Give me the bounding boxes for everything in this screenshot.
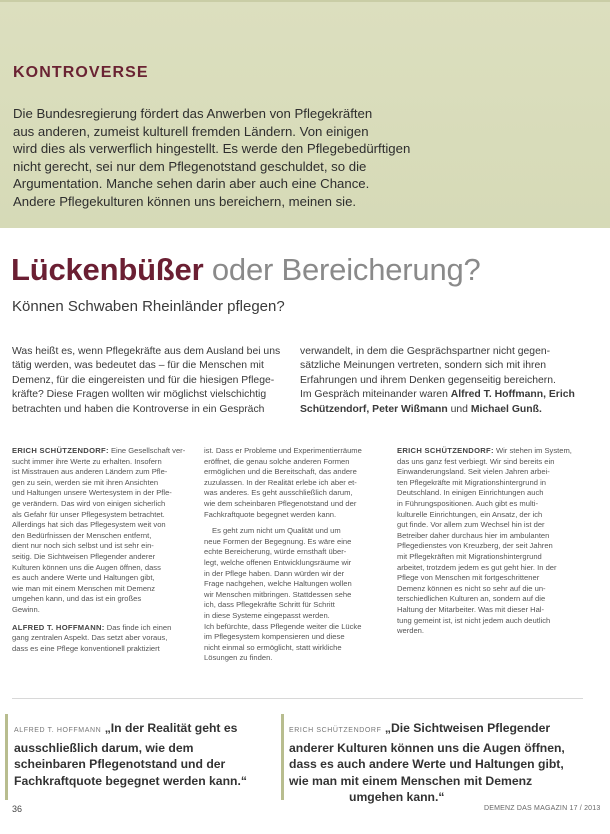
intro-line: Andere Pflegekulturen können uns bereichern, meinen sie. xyxy=(13,193,357,209)
speaker-name: ERICH SCHÜTZENDORF: xyxy=(397,446,494,455)
lead-right xyxy=(300,345,592,417)
column-line: wir Menschen mitbringen. Stattdessen sehe xyxy=(204,589,352,599)
intro-box-topline xyxy=(0,0,610,2)
column-line: gut finde. Vor allem zum Wechsel hin ist der xyxy=(397,520,545,530)
column-line: was anderes. Es geht ausschließlich darum, xyxy=(204,488,353,498)
column-line: zuzulassen. In der Realität erlebe ich aber et- xyxy=(204,477,357,487)
column-line: ermöglichen und die Bereitschaft, das andere xyxy=(204,467,357,477)
intro-line: wird dies als verwerflich hingestellt. Es werde den Pflegebedürftigen xyxy=(13,141,411,156)
column-line: Kulturen können uns die Augen öffnen, dass xyxy=(12,562,161,572)
column-line: umgehen kann, und das ist ein großes xyxy=(12,594,142,604)
column-line: ist Misstrauen aus anderen Ländern zum Pfle- xyxy=(12,467,168,477)
column-line: es auch andere Werte und Haltungen gibt, xyxy=(12,573,155,583)
column-text: Wir stehen im System, xyxy=(495,446,572,455)
column-line: das uns ganz fest verbiegt. Wir sind bereits ein xyxy=(397,456,555,466)
column-line: sucht immer ihre Werte zu erhalten. Insofern xyxy=(12,456,162,466)
lead-line: kräfte? Diese Fragen wollten wir möglichst vielschichtig xyxy=(12,389,267,401)
column-line: seitig. Die Sichtweisen Pflegender anderer xyxy=(12,551,156,561)
column-line: als Gefahr für unser Pflegesystem betrachtet. xyxy=(12,509,165,519)
column-line xyxy=(12,623,194,634)
quote-text: „In der Realität geht es xyxy=(104,721,238,735)
quote-bar xyxy=(5,714,8,800)
column-line: Einwanderungsland. Seit vielen Jahren arbei- xyxy=(397,467,550,477)
quote-line: ausschließlich darum, wie dem xyxy=(14,740,194,755)
column-line: Pflege von Menschen mit fortgeschrittener xyxy=(397,573,540,583)
column-line: dass es eine Pflege konventionell praktiziert xyxy=(12,643,160,653)
divider xyxy=(12,698,583,699)
column-line: ge verändern. Das wird von einigen sicherlich xyxy=(12,498,166,508)
column-line: ich, dass Pflegekräfte Schritt für Schritt xyxy=(204,600,335,610)
column-line: in Führungspositionen. Auch gibt es multi- xyxy=(397,498,538,508)
quote-author: ALFRED T. HOFFMANN xyxy=(14,727,102,734)
column-line: Betreiber daher durchaus hier im ambulanten xyxy=(397,530,550,540)
intro-line: Die Bundesregierung fördert das Anwerben von Pflegekräften xyxy=(13,106,373,121)
quote-line: umgehen kann.“ xyxy=(349,790,445,804)
intro-line: aus anderen, zumeist kulturell fremden Ländern. Von einigen xyxy=(13,123,369,139)
column-line: gang zentralen Aspekt. Das setzt aber voraus, xyxy=(12,633,168,643)
page-footer: DEMENZ DAS MAGAZIN 17 / 2013 xyxy=(484,805,601,812)
quote-line: scheinbaren Pflegenotstand und der xyxy=(14,757,226,771)
column-line: und Haltungen unsere Wertesystem in der Pfle- xyxy=(12,488,172,498)
lead-line-names xyxy=(300,388,592,402)
page-number: 36 xyxy=(12,804,23,814)
body-column-2 xyxy=(204,446,386,664)
column-line: terschiedlichen Kulturen an, sondern auf die xyxy=(397,594,546,604)
column-line: nicht einmal so ermöglicht, statt wirkliche xyxy=(204,642,342,652)
participant-names: Alfred T. Hoffmann, Erich xyxy=(450,389,575,401)
column-line: kulturelle Einrichtungen, ein Ansatz, der ich xyxy=(397,509,543,519)
column-line: Fachkraftquote begegnet werden kann. xyxy=(204,509,337,519)
column-line: Allerdings hat sich das Pflegesystem weit von xyxy=(12,520,166,530)
column-line: arbeitet, trotzdem jedem es gut geht hier. In der xyxy=(397,562,557,572)
column-line: in diese Systeme eingepasst werden. xyxy=(204,610,330,620)
lead-line: tätig werden, was bedeutet das – für die Menschen mit xyxy=(12,360,264,372)
body-column-1 xyxy=(12,446,194,654)
column-line: gen zu sein, werden sie mit ihren Ansichten xyxy=(12,477,159,487)
column-line: im Pflegesystem kompensieren und diese xyxy=(204,632,345,642)
body-column-3 xyxy=(397,446,581,637)
column-line: ten Pflegekräfte mit Migrationshintergrund in xyxy=(397,477,546,487)
column-line: Ich befürchte, dass Pflegende weiter die Lücke xyxy=(204,621,362,631)
column-line: in der Pflege haben. Dann würden wir der xyxy=(204,568,345,578)
column-line: eröffnet, die genau solche anderen Formen xyxy=(204,456,350,466)
subheadline: Können Schwaben Rheinländer pflegen? xyxy=(12,298,285,315)
column-line: Haltung der Mitarbeiter. Was mit dieser Hal- xyxy=(397,604,545,614)
column-line: mit Pflegekräften mit Migrationshintergrund xyxy=(397,551,542,561)
lead-line-text: Im Gespräch miteinander waren xyxy=(300,389,448,401)
column-line: Gewinn. xyxy=(12,604,40,614)
quote-line xyxy=(14,720,282,740)
lead-line: Was heißt es, wenn Pflegekräfte aus dem Ausland bei uns xyxy=(12,346,281,357)
column-line xyxy=(12,446,194,457)
lead-line: verwandelt, in dem die Gesprächspartner nicht gegen- xyxy=(300,346,551,357)
column-line: ist. Dass er Probleme und Experimentierräume xyxy=(204,446,362,455)
column-line: Demenz können es nicht so sehr auf die un- xyxy=(397,583,546,593)
column-line: Lösungen zu finden. xyxy=(204,653,273,663)
lead-left xyxy=(12,345,288,417)
lead-line: Erfahrungen und ihrem Denken gegenseitig bereichern. xyxy=(300,374,556,386)
quote-text: „Die Sichtweisen Pflegender xyxy=(384,721,551,735)
lead-and: und xyxy=(450,403,468,415)
participant-names: Schützendorf, Peter Wißmann xyxy=(300,403,448,415)
column-line: echte Bereicherung, würde ernsthaft über- xyxy=(204,547,347,557)
column-line: dient nur noch sich selbst und ist sehr ein- xyxy=(12,541,154,551)
column-line: den Bedürfnissen der Menschen entfernt, xyxy=(12,530,152,540)
column-line: legt, welche offenen Entwicklungsräume wir xyxy=(204,557,352,567)
headline-part1: Lückenbüßer xyxy=(11,252,204,287)
quote-line: wie man mit einem Menschen mit Demenz xyxy=(289,773,533,788)
lead-line: Demenz, für die eingereisten und für die hiesigen Pflege- xyxy=(12,374,275,386)
column-line: neue Formen der Begegnung. Es wäre eine xyxy=(204,536,352,546)
section-kicker: KONTROVERSE xyxy=(13,64,149,81)
intro-line: nicht gerecht, sei nur dem Pflegenotstand geschuldet, so die xyxy=(13,158,367,174)
column-line: Frage nachgehen, welche Haltungen wollen xyxy=(204,579,352,589)
lead-line: sätzliche Meinungen vertreten, sondern sich mit ihren xyxy=(300,360,547,372)
column-line: Pflegedienstes von Kreuzberg, der seit Jahren xyxy=(397,541,553,551)
quote-line: Fachkraftquote begegnet werden kann.“ xyxy=(14,773,247,788)
quote-author: ERICH SCHÜTZENDORF xyxy=(289,727,382,734)
column-line: Es geht zum nicht um Qualität und um xyxy=(212,526,341,536)
lead-line: betrachten und haben die Kontroverse in ein Gespräch xyxy=(12,403,265,415)
column-line: tung gemeint ist, ist nicht jedem auch deutlich xyxy=(397,615,551,625)
quote-bar xyxy=(281,714,284,800)
intro-line: Argumentation. Manche sehen darin aber auch eine Chance. xyxy=(13,176,370,191)
intro-paragraph xyxy=(13,105,433,210)
column-line: wie man mit einem Menschen mit Demenz xyxy=(12,583,156,593)
column-line: werden. xyxy=(397,626,425,636)
column-text: Eine Gesellschaft ver- xyxy=(110,446,186,455)
column-line: wie dem scheinbaren Pflegenotstand und der xyxy=(204,498,357,508)
column-line: Deutschland. In einigen Einrichtungen auch xyxy=(397,488,544,498)
column-line xyxy=(397,446,581,457)
pull-quote-2 xyxy=(289,720,589,806)
quote-line: anderer Kulturen können uns die Augen öffnen, xyxy=(289,740,565,755)
lead-line-names xyxy=(300,403,592,417)
speaker-name: ERICH SCHÜTZENDORF: xyxy=(12,446,109,455)
column-spacer xyxy=(12,616,194,623)
quote-line xyxy=(289,720,589,740)
participant-names: Michael Gunß. xyxy=(470,403,542,415)
quote-line: dass es auch andere Werte und Haltungen gibt, xyxy=(289,757,564,771)
speaker-name: ALFRED T. HOFFMANN: xyxy=(12,622,105,632)
headline-part2: oder Bereicherung? xyxy=(211,252,481,287)
column-text: Das finde ich einen xyxy=(106,622,172,632)
pull-quote-1 xyxy=(14,720,282,789)
headline xyxy=(11,252,481,288)
